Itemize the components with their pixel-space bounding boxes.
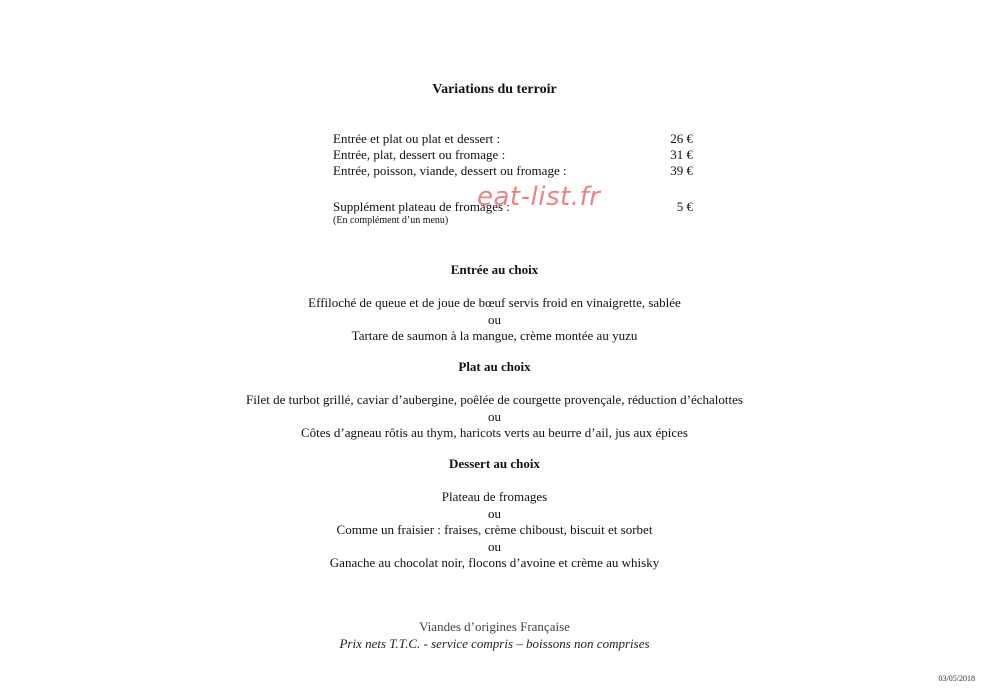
or-separator: ou bbox=[488, 312, 501, 327]
price-list bbox=[333, 131, 693, 227]
price-value: 26 € bbox=[670, 131, 693, 146]
price-row bbox=[333, 147, 693, 163]
dessert-dish-3: Ganache au chocolat noir, flocons d’avoine et crème au whisky bbox=[329, 555, 660, 570]
dessert-heading: Dessert au choix bbox=[449, 456, 540, 471]
supplement-label: Supplément plateau de fromages : bbox=[333, 199, 510, 214]
price-row bbox=[333, 163, 693, 179]
plat-heading: Plat au choix bbox=[458, 359, 531, 374]
price-label: Entrée, plat, dessert ou fromage : bbox=[333, 147, 506, 162]
plat-dish-1: Filet de turbot grillé, caviar d’aubergine, poêlée de courgette provençale, réduction d’échalottes bbox=[246, 392, 743, 407]
price-value: 31 € bbox=[670, 147, 693, 162]
entree-heading: Entrée au choix bbox=[450, 262, 539, 277]
entree-dish-2: Tartare de saumon à la mangue, crème montée au yuzu bbox=[351, 328, 638, 343]
watermark: eat-list.fr bbox=[477, 182, 601, 212]
or-separator: ou bbox=[488, 539, 501, 554]
plat-dish-2: Côtes d’agneau rôtis au thym, haricots verts au beurre d’ail, jus aux épices bbox=[301, 425, 688, 440]
price-label: Entrée et plat ou plat et dessert : bbox=[333, 131, 501, 146]
meat-origin-note: Viandes d’origines Française bbox=[419, 619, 570, 634]
prices-note: Prix nets T.T.C. - service compris – boissons non comprises bbox=[339, 636, 650, 651]
supplement-note: (En complément d’un menu) bbox=[333, 215, 449, 226]
menu-date: 03/05/2018 bbox=[938, 674, 975, 683]
dessert-dish-1: Plateau de fromages bbox=[441, 489, 548, 504]
menu-title: Variations du terroir bbox=[432, 82, 557, 97]
or-separator: ou bbox=[488, 409, 501, 424]
dessert-dish-2: Comme un fraisier : fraises, crème chiboust, biscuit et sorbet bbox=[336, 522, 653, 537]
or-separator: ou bbox=[488, 506, 501, 521]
supplement-price: 5 € bbox=[676, 199, 693, 214]
entree-dish-1: Effiloché de queue et de joue de bœuf servis froid en vinaigrette, sablée bbox=[308, 295, 681, 310]
price-row bbox=[333, 131, 693, 147]
price-label: Entrée, poisson, viande, dessert ou fromage : bbox=[333, 163, 567, 178]
price-value: 39 € bbox=[670, 163, 693, 178]
